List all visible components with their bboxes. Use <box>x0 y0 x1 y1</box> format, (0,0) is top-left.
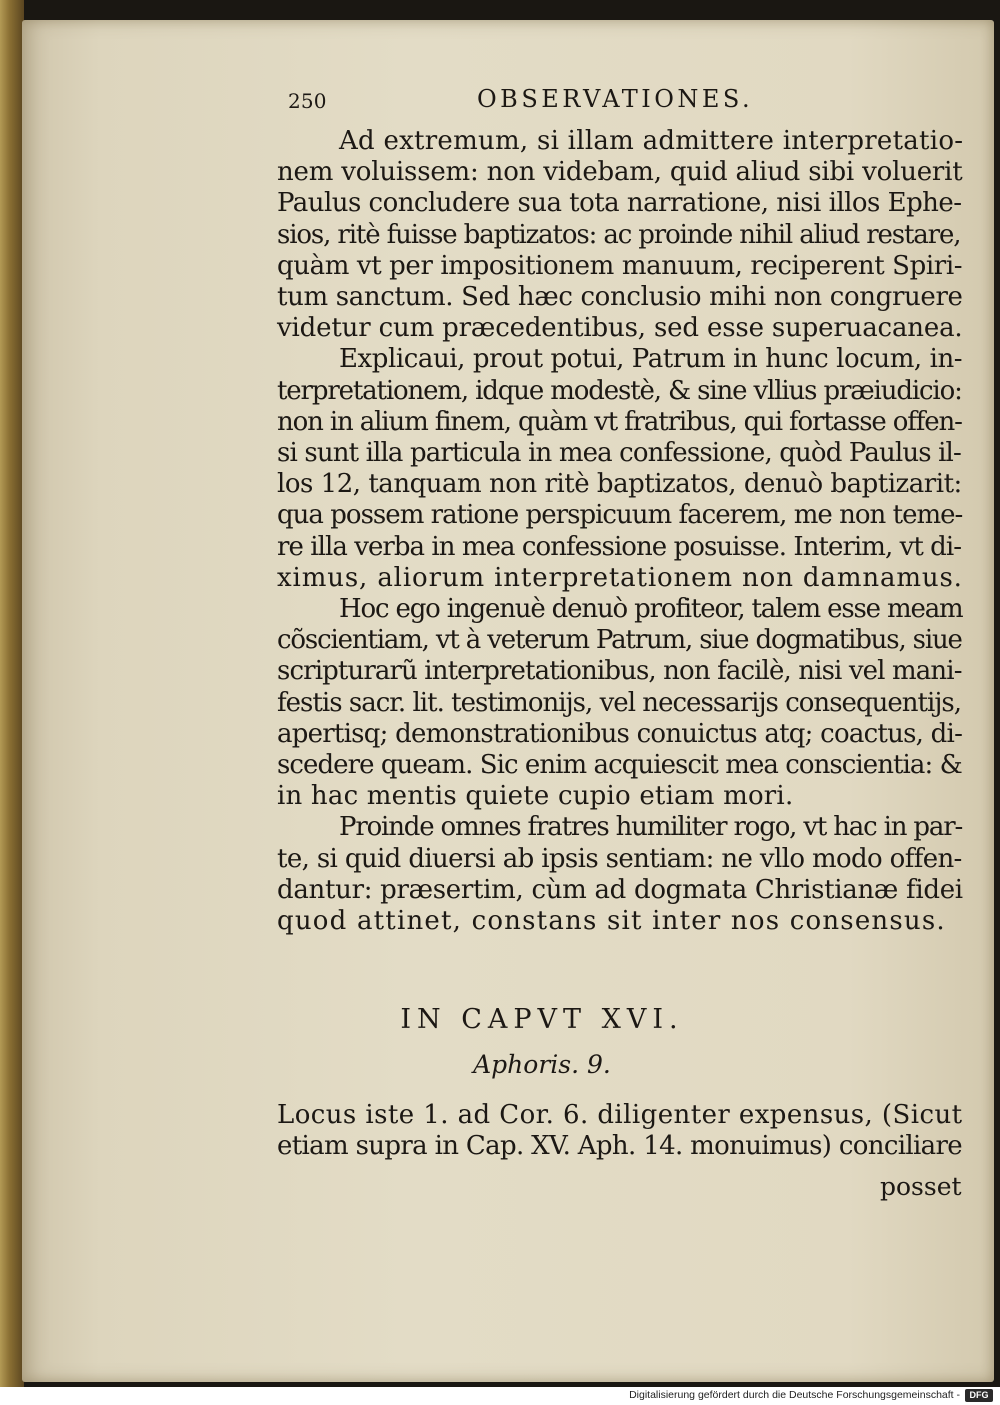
text-line: Explicaui, prout potui, Patrum in hunc locum, in- <box>339 344 963 375</box>
text-line: tum sanctum. Sed hæc conclusio mihi non congruere <box>277 282 963 312</box>
text-line: scedere queam. Sic enim acquiescit mea conscientia: & <box>277 750 962 780</box>
text-line: sios, ritè fuisse baptizatos: ac proinde nihil aliud restare, <box>277 219 961 250</box>
text-line: terpretationem, idque modestè, & sine vllius præiudicio: <box>277 375 962 406</box>
text-line: dantur: præsertim, cùm ad dogmata Christianæ fidei <box>277 874 963 905</box>
text-line: non in alium finem, quàm vt fratribus, qui fortasse offen- <box>277 406 962 437</box>
text-line: Hoc ego ingenuè denuò profiteor, talem esse meam <box>339 594 963 624</box>
text-line: re illa verba in mea confessione posuisse. Interim, vt di- <box>277 531 962 562</box>
book-page <box>22 20 994 1382</box>
text-line: quàm vt per impositionem manuum, reciperent Spiri- <box>277 250 963 281</box>
text-line: etiam supra in Cap. XV. Aph. 14. monuimus) conciliare <box>277 1131 963 1162</box>
text-line: Locus iste 1. ad Cor. 6. diligenter expensus, (Sicut <box>277 1100 963 1130</box>
text-line: nem voluissem: non videbam, quid aliud sibi voluerit <box>277 157 963 188</box>
text-line: festis sacr. lit. testimonijs, vel necessarijs consequentijs, <box>277 687 962 718</box>
text-line: qua possem ratione perspicuum facerem, me non teme- <box>277 500 963 531</box>
page-number: 250 <box>288 89 327 113</box>
book-spine <box>0 0 24 1387</box>
text-line: Proinde omnes fratres humiliter rogo, vt hac in par- <box>339 812 963 843</box>
text-line: in hac mentis quiete cupio etiam mori. <box>277 781 794 812</box>
text-line: si sunt illa particula in mea confessione, quòd Paulus il- <box>277 438 961 468</box>
catchword: posset <box>880 1172 962 1201</box>
text-line: cõscientiam, vt à veterum Patrum, siue dogmatibus, siue <box>277 625 962 656</box>
running-title: OBSERVATIONES. <box>477 85 754 113</box>
text-line: videtur cum præcedentibus, sed esse superuacanea. <box>277 313 963 344</box>
text-line: apertisq; demonstrationibus conuictus atq; coactus, di- <box>277 718 963 749</box>
text-line: ximus, aliorum interpretationem non damnamus. <box>277 562 963 593</box>
text-line: los 12, tanquam non ritè baptizatos, denuò baptizarit: <box>277 469 962 500</box>
text-line: Ad extremum, si illam admittere interpretatio- <box>339 126 964 156</box>
dfg-logo: DFG <box>965 1389 993 1402</box>
chapter-heading: IN CAPVT XVI. <box>400 1004 684 1035</box>
attribution-bar <box>0 1387 1000 1405</box>
running-head <box>272 84 812 118</box>
text-line: Paulus concludere sua tota narratione, nisi illos Ephe- <box>277 188 962 219</box>
attribution-text: Digitalisierung gefördert durch die Deutsche Forschungsgemeinschaft - <box>629 1389 960 1401</box>
text-line: quod attinet, constans sit inter nos consensus. <box>277 906 946 936</box>
text-line: te, si quid diuersi ab ipsis sentiam: ne vllo modo offen- <box>277 843 962 874</box>
aphorism-reference: Aphoris. 9. <box>473 1050 611 1079</box>
text-line: scripturarũ interpretationibus, non facilè, nisi vel mani- <box>277 656 962 687</box>
